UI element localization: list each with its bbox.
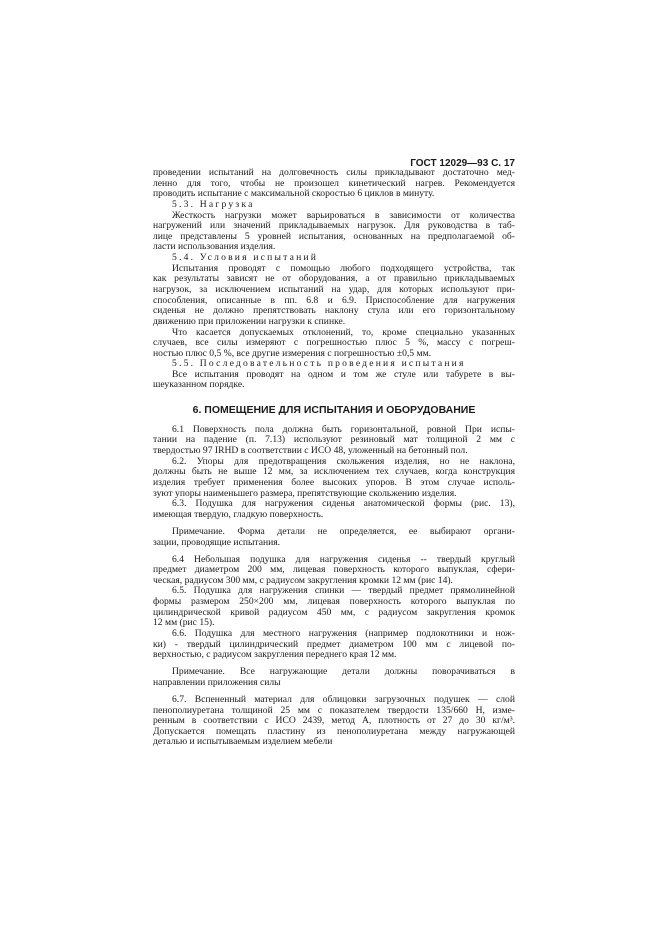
text-line: ки) - твердый цилиндрический предмет диаметром 100 мм с лицевой по- (153, 639, 515, 650)
text-line: лице представлены 5 уровней испытания, основанных на предполагаемой об- (153, 231, 515, 242)
text-line: 6.7. Вспененный материал для облицовки загрузочных подушек — слой (172, 694, 515, 705)
text-line: 6.5. Подушка для нагружения спинки — твердый предмет прямолинейной (172, 585, 515, 596)
text-line: Что касается допускаемых отклонений, то, кроме специально указанных (172, 327, 515, 338)
text-line: ностью плюс 0,5 %, все другие измерения с погрешностью ±0,5 мм. (153, 348, 432, 359)
text-line: 6.1 Поверхность пола должна быть горизонтальной, ровной При испы- (172, 424, 515, 435)
text-line: способления, описанные в пп. 6.8 и 6.9. Приспособление для нагружения (153, 295, 515, 306)
page-header: ГОСТ 12029—93 С. 17 (410, 158, 515, 169)
text-line: зации, проводящие испытания. (153, 537, 281, 548)
text-line: Примечание. Форма детали не определяется, ее выбирают органи- (172, 526, 515, 537)
text-line: Допускается помещать пластину из пенополиуретана между нагружающей (153, 726, 515, 737)
text-line: проведении испытаний на долговечность силы прикладывают достаточно мед- (153, 167, 515, 178)
text-line: пенополиуретана толщиной 25 мм с показателем твердости 135/660 Н, изме- (153, 705, 515, 716)
text-line: как результаты зависят не от оборудования, а от правильно прикладываемых (153, 273, 515, 284)
text-line: должны быть не выше 12 мм, за исключением тех случаев, когда конструкция (153, 466, 515, 477)
text-line: движению при приложении нагрузки к спинке. (153, 316, 346, 327)
text-line: ренным в соответствии с ИСО 2439, метод А, плотность от 27 до 30 кг/м³. (153, 715, 515, 726)
text-line: 5.4. Условия испытаний (172, 252, 319, 263)
text-line: 5.3. Нагрузка (172, 199, 255, 210)
text-line: ленно для того, чтобы не произошел кинетический нагрев. Рекомендуется (153, 178, 515, 189)
text-line: Жесткость нагрузки может варьироваться в зависимости от количества (172, 210, 515, 221)
text-line: Испытания проводят с помощью любого подходящего устройства, так (172, 263, 515, 274)
text-line: Примечание. Все нагружающие детали должны поворачиваться в (172, 666, 515, 677)
text-line: 6.2. Упоры для предотвращения скольжения изделия, но не наклона, (172, 456, 515, 467)
text-line: имеющая твердую, гладкую поверхность. (153, 509, 324, 520)
section-heading: 6. ПОМЕЩЕНИЕ ДЛЯ ИСПЫТАНИЯ И ОБОРУДОВАНИЕ (192, 404, 476, 416)
text-line: твердостью 97 IRHD в соответствии с ИСО 48, уложенный на бетонный пол. (153, 445, 468, 456)
text-line: нагружений или значений прикладываемых нагрузок. Для руководства в таб- (153, 220, 515, 231)
text-line: изделия требует применения более высоких упоров. В этом случае исполь- (153, 477, 515, 488)
text-line: 12 мм (рис 15). (153, 617, 215, 628)
text-line: 6.6. Подушка для местного нагружения (например подлокотники и нож- (172, 628, 515, 639)
text-line: 6.3. Подушка для нагружения сиденья анатомической формы (рис. 13), (172, 498, 515, 509)
text-line: цилиндрической кривой радиусом 450 мм, с радиусом закругления кромок (153, 607, 515, 618)
text-line: проводить испытание с максимальной скоростью 6 циклов в минуту. (153, 188, 435, 199)
text-line: случаев, все силы измеряют с погрешностью плюс 5 %, массу с погреш- (153, 337, 515, 348)
text-line: сиденья не должно препятствовать наклону стула или его горизонтальному (153, 305, 515, 316)
text-line: деталью и испытываемым изделием мебели (153, 736, 333, 747)
text-line: шеуказанном порядке. (153, 379, 245, 390)
text-line: формы размером 250×200 мм, лицевая поверхность которого выпуклая по (153, 596, 515, 607)
text-line: нагрузок, за исключением испытаний на удар, для которых используют при- (153, 284, 515, 295)
text-line: верхностью, с радиусом закругления переднего края 12 мм. (153, 649, 397, 660)
text-line: 5.5. Последовательность проведения испытания (172, 358, 466, 369)
text-line: Все испытания проводят на одном и том же стуле или табурете в вы- (172, 369, 515, 380)
text-line: тании на падение (п. 7.13) используют резиновый мат толщиной 2 мм с (153, 434, 515, 445)
text-line: ческая, радиусом 300 мм, с радиусом закругления кромки 12 мм (рис 14). (153, 575, 453, 586)
text-line: предмет диаметром 200 мм, лицевая поверхность которого выпуклая, сфери- (153, 564, 515, 575)
text-line: направлении приложения силы (153, 677, 281, 688)
text-line: ласти использования изделия. (153, 241, 276, 252)
text-line: 6.4 Небольшая подушка для нагружения сиденья -- твердый круглый (172, 554, 515, 565)
text-line: зуют упоры наименьшего размера, препятствующие скольжению изделия. (153, 488, 457, 499)
